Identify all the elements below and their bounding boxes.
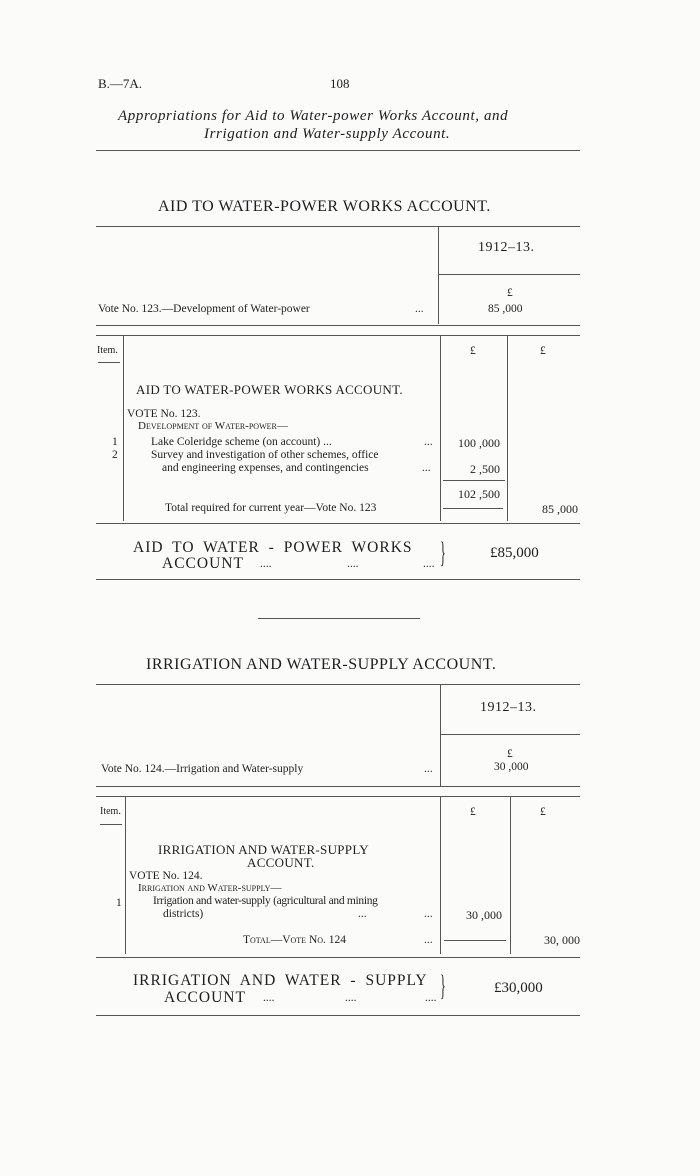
s1-summary-currency: £ [507, 287, 513, 299]
s2-summary-column-rule [440, 684, 441, 786]
s2-year-header: 1912–13. [480, 700, 537, 715]
title-divider [96, 150, 580, 151]
s2-item-column-rule [125, 796, 126, 954]
section-separator [258, 618, 420, 619]
s1-item-2-number: 2 [112, 449, 118, 461]
s1-item-1-description: Lake Coleridge scheme (on account) ... [151, 436, 332, 448]
s1-item-column-rule [123, 335, 124, 521]
s2-item-1-number: 1 [116, 897, 122, 909]
s2-summary-currency: £ [507, 748, 513, 760]
s1-footer-line-2: ACCOUNT [162, 555, 244, 572]
s1-item-2-dots: ... [422, 462, 431, 474]
s1-summary-amount: 85 ,000 [488, 303, 523, 315]
s1-amount-column-rule [440, 335, 441, 521]
section1-heading: AID TO WATER-POWER WORKS ACCOUNT. [158, 198, 491, 215]
s2-summary-amount: 30 ,000 [494, 761, 529, 773]
s1-item-header-underline [98, 362, 120, 363]
document-reference: B.—7A. [98, 76, 143, 91]
s1-total-label: Total required for current year—Vote No. 123 [165, 502, 377, 514]
s2-item-1-description-line-1: Irrigation and water-supply (agricultural and mining [153, 895, 378, 907]
s1-total-dash-rule [443, 508, 503, 509]
s1-summary-bottom-rule [96, 325, 580, 326]
s2-footer-brace: } [440, 969, 446, 1002]
s1-item-2-description-line-2: and engineering expenses, and contingencies [162, 462, 369, 474]
s2-item-header-underline [100, 824, 122, 825]
s1-subtotal: 102 ,500 [458, 487, 500, 501]
section2-heading: IRRIGATION AND WATER-SUPPLY ACCOUNT. [146, 656, 497, 673]
s1-detail-bottom-rule [96, 523, 580, 524]
s2-footer-total: £30,000 [494, 980, 543, 996]
page-number: 108 [330, 76, 350, 91]
s2-summary-bottom-rule [96, 786, 580, 787]
s1-summary-vote: Vote No. 123.—Development of Water-power [98, 303, 310, 315]
s1-item-2-description-line-1: Survey and investigation of other schemes, office [151, 449, 379, 461]
s2-footer-dots-3: .... [425, 992, 437, 1004]
s1-total-column-rule [507, 335, 508, 521]
s1-footer-rule [96, 579, 580, 580]
s2-footer-dots-2: .... [345, 992, 357, 1004]
s1-year-underline [438, 274, 580, 275]
s1-table-top-rule [96, 226, 580, 227]
s2-total-dots: ... [424, 934, 433, 946]
s1-item-1-dots: ... [424, 436, 433, 448]
s2-footer-rule [96, 1015, 580, 1016]
s2-summary-dots: ... [424, 763, 433, 775]
s2-total-label: Total—Vote No. 124 [243, 934, 347, 946]
s1-summary-column-rule [438, 226, 439, 324]
s1-item-2-amount: 2 ,500 [470, 462, 500, 476]
s2-inner-title-line-2: ACCOUNT. [247, 855, 315, 870]
s1-footer-dots-1: .... [260, 558, 272, 570]
s2-inner-title-line-1: IRRIGATION AND WATER-SUPPLY [158, 842, 369, 857]
page-title-line-1: Appropriations for Aid to Water-power Works Account, and [118, 108, 509, 124]
s1-subtotal-rule [443, 480, 505, 481]
s1-footer-dots-3: .... [423, 558, 435, 570]
s2-currency-col-2: £ [540, 806, 546, 818]
s1-inner-title: AID TO WATER-POWER WORKS ACCOUNT. [136, 382, 403, 397]
s2-item-1-description-line-2: districts) [163, 908, 204, 920]
s1-currency-col-2: £ [540, 345, 546, 357]
s2-item-header: Item. [100, 806, 121, 817]
s2-total-amount: 30, 000 [544, 933, 580, 947]
s1-item-1-number: 1 [112, 436, 118, 448]
s1-item-header: Item. [97, 345, 118, 356]
s1-footer-dots-2: .... [347, 558, 359, 570]
s1-footer-brace: } [440, 536, 446, 569]
s2-footer-line-1: IRRIGATION AND WATER - SUPPLY [133, 972, 428, 989]
s1-subhead: Development of Water-power— [138, 420, 288, 432]
s2-total-column-rule [510, 796, 511, 954]
s2-currency-col-1: £ [470, 806, 476, 818]
s1-item-1-amount: 100 ,000 [458, 436, 500, 450]
s2-footer-dots-1: .... [263, 992, 275, 1004]
s2-vote-label: VOTE No. 124. [129, 870, 203, 882]
s2-summary-vote: Vote No. 124.—Irrigation and Water-supply [101, 763, 304, 775]
s1-footer-line-1: AID TO WATER - POWER WORKS [133, 539, 413, 556]
s1-year-header: 1912–13. [478, 240, 535, 255]
s1-footer-total: £85,000 [490, 545, 539, 561]
s2-table-top-rule [96, 684, 580, 685]
s2-amount-column-rule [440, 796, 441, 954]
s2-item-1-amount: 30 ,000 [466, 908, 502, 922]
s1-summary-dots: ... [415, 303, 424, 315]
s2-year-underline [440, 734, 580, 735]
s2-detail-top-rule [96, 796, 580, 797]
s2-detail-bottom-rule [96, 957, 580, 958]
s2-footer-line-2: ACCOUNT [164, 989, 246, 1006]
s1-vote-label: VOTE No. 123. [127, 408, 201, 420]
s2-subhead: Irrigation and Water-supply— [138, 882, 282, 894]
page-title-line-2: Irrigation and Water-supply Account. [204, 126, 451, 142]
s1-total-amount: 85 ,000 [542, 502, 578, 516]
s2-item-1-dots-2: ... [424, 908, 433, 920]
s2-item-1-dots-1: ... [358, 908, 367, 920]
s2-total-dash-rule [444, 940, 506, 941]
s1-currency-col-1: £ [470, 345, 476, 357]
